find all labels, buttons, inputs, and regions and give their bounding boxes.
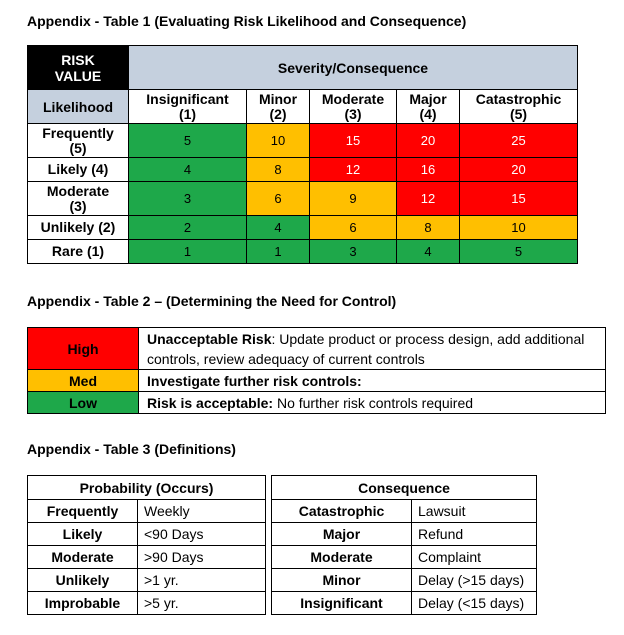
- table3-heading: Appendix - Table 3 (Definitions): [27, 441, 236, 457]
- probability-term: Frequently: [28, 500, 138, 523]
- probability-value: >5 yr.: [138, 592, 266, 615]
- probability-term: Unlikely: [28, 569, 138, 592]
- matrix-cell: 25: [460, 124, 578, 158]
- row-label: Moderate: [46, 182, 110, 199]
- probability-value: Weekly: [138, 500, 266, 523]
- probability-header: Probability (Occurs): [28, 476, 266, 500]
- column-header: [129, 90, 247, 124]
- consequence-term: Moderate: [272, 546, 412, 569]
- consequence-header: Consequence: [272, 476, 537, 500]
- matrix-cell: 4: [397, 240, 460, 264]
- matrix-cell: 4: [129, 158, 247, 182]
- table-row: [28, 523, 537, 546]
- matrix-cell: 5: [460, 240, 578, 264]
- table-row: [28, 240, 578, 264]
- table-row: [28, 500, 537, 523]
- column-name: Major: [409, 90, 447, 107]
- high-level-label: High: [28, 328, 139, 370]
- low-bold-text: Risk is acceptable:: [147, 394, 274, 411]
- matrix-cell: 2: [129, 216, 247, 240]
- matrix-cell: 5: [129, 124, 247, 158]
- control-need-table: [27, 327, 606, 414]
- low-rest-text: No further risk controls required: [273, 394, 474, 411]
- column-header: [460, 90, 578, 124]
- table1-heading: Appendix - Table 1 (Evaluating Risk Likelihood and Consequence): [27, 13, 467, 29]
- low-level-description: [139, 392, 606, 414]
- low-level-label: Low: [28, 392, 139, 414]
- matrix-cell: 9: [310, 182, 397, 216]
- consequence-value: Refund: [412, 523, 537, 546]
- column-name: Catastrophic: [475, 90, 562, 107]
- matrix-cell: 1: [129, 240, 247, 264]
- consequence-value: Delay (<15 days): [412, 592, 537, 615]
- matrix-cell: 3: [129, 182, 247, 216]
- risk-matrix-table: [27, 45, 578, 264]
- matrix-cell: 1: [247, 240, 310, 264]
- column-header: [397, 90, 460, 124]
- table-row: [28, 182, 578, 216]
- risk-value-line2: VALUE: [54, 67, 102, 84]
- matrix-cell: 8: [397, 216, 460, 240]
- med-level-label: Med: [28, 370, 139, 392]
- matrix-cell: 20: [460, 158, 578, 182]
- table-row: [28, 546, 537, 569]
- probability-value: >1 yr.: [138, 569, 266, 592]
- matrix-cell: 6: [310, 216, 397, 240]
- probability-term: Improbable: [28, 592, 138, 615]
- consequence-value: Complaint: [412, 546, 537, 569]
- risk-value-header: [28, 46, 129, 90]
- matrix-cell: 16: [397, 158, 460, 182]
- matrix-cell: 12: [397, 182, 460, 216]
- risk-value-line1: RISK: [61, 51, 95, 68]
- column-header: [247, 90, 310, 124]
- probability-value: >90 Days: [138, 546, 266, 569]
- high-level-description: [139, 328, 606, 370]
- matrix-cell: 8: [247, 158, 310, 182]
- column-name: Minor: [258, 90, 298, 107]
- row-header: [28, 182, 129, 216]
- high-line2-text: controls, review adequacy of current controls: [147, 350, 425, 367]
- matrix-cell: 20: [397, 124, 460, 158]
- column-num: (5): [509, 105, 528, 122]
- consequence-term: Major: [272, 523, 412, 546]
- row-num: (3): [69, 197, 87, 214]
- matrix-cell: 12: [310, 158, 397, 182]
- matrix-cell: 4: [247, 216, 310, 240]
- row-header: [28, 124, 129, 158]
- column-num: (1): [178, 105, 197, 122]
- row-label: Frequently: [42, 124, 114, 141]
- row-header: Rare (1): [28, 240, 129, 264]
- table-row: [28, 124, 578, 158]
- matrix-cell: 3: [310, 240, 397, 264]
- definitions-table: [27, 475, 537, 615]
- matrix-cell: 10: [247, 124, 310, 158]
- consequence-term: Minor: [272, 569, 412, 592]
- column-num: (3): [344, 105, 362, 122]
- table-row: [28, 158, 578, 182]
- row-header: Likely (4): [28, 158, 129, 182]
- column-name: Moderate: [321, 90, 385, 107]
- consequence-value: Lawsuit: [412, 500, 537, 523]
- matrix-cell: 6: [247, 182, 310, 216]
- probability-value: <90 Days: [138, 523, 266, 546]
- table-row: [28, 216, 578, 240]
- column-num: (2): [269, 105, 287, 122]
- column-num: (4): [419, 105, 437, 122]
- matrix-cell: 15: [310, 124, 397, 158]
- consequence-term: Catastrophic: [272, 500, 412, 523]
- severity-header: Severity/Consequence: [129, 46, 578, 90]
- consequence-value: Delay (>15 days): [412, 569, 537, 592]
- probability-term: Moderate: [28, 546, 138, 569]
- high-rest-text: : Update product or process design, add additional: [271, 330, 585, 347]
- probability-term: Likely: [28, 523, 138, 546]
- matrix-cell: 15: [460, 182, 578, 216]
- consequence-term: Insignificant: [272, 592, 412, 615]
- table2-heading: Appendix - Table 2 – (Determining the Need for Control): [27, 293, 397, 309]
- matrix-cell: 10: [460, 216, 578, 240]
- row-header: Unlikely (2): [28, 216, 129, 240]
- column-name: Insignificant: [146, 90, 229, 107]
- column-header: [310, 90, 397, 124]
- likelihood-header: Likelihood: [28, 90, 129, 124]
- table-row: [28, 592, 537, 615]
- row-num: (5): [69, 139, 87, 156]
- med-level-description: Investigate further risk controls:: [139, 370, 606, 392]
- high-bold-text: Unacceptable Risk: [147, 330, 272, 347]
- table-row: [28, 569, 537, 592]
